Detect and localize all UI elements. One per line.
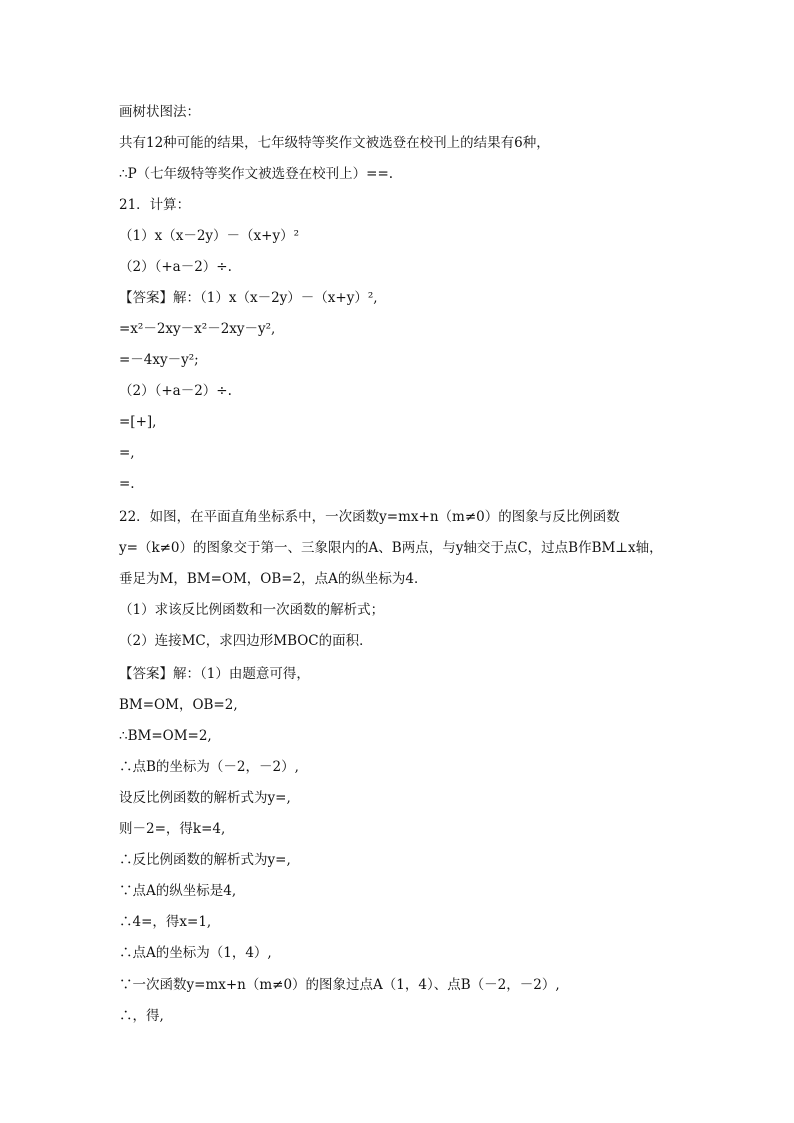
- text-line: =.: [119, 476, 135, 492]
- text-line: =x²－2xy－x²－2xy－y²,: [119, 321, 276, 337]
- text-line: 画树状图法：: [119, 104, 200, 120]
- text-line: 21．计算：: [119, 197, 191, 213]
- text-line: =－4xy－y²;: [119, 352, 199, 368]
- text-line: 【答案】解：（1）由题意可得，: [119, 666, 310, 682]
- text-line: ∵点A的纵坐标是4,: [119, 883, 237, 899]
- text-line: 【答案】解：（1）x（x－2y）－（x+y）²,: [119, 290, 378, 306]
- text-line: ∴反比例函数的解析式为y=,: [119, 852, 291, 868]
- text-line: 则－2=，得k=4,: [119, 821, 226, 837]
- text-line: 共有12种可能的结果，七年级特等奖作文被选登在校刊上的结果有6种，: [119, 135, 550, 151]
- text-line: ∴P（七年级特等奖作文被选登在校刊上）==.: [119, 166, 394, 182]
- text-line: ∴，得,: [119, 1008, 164, 1024]
- text-line: =,: [119, 445, 135, 461]
- text-line: 垂足为M，BM=OM，OB=2，点A的纵坐标为4．: [119, 571, 428, 587]
- text-line: （2）（+a－2）÷.: [119, 259, 232, 275]
- text-line: ∵一次函数y=mx+n（m≠0）的图象过点A（1，4）、点B（－2，－2）,: [119, 977, 560, 993]
- text-line: （2）连接MC，求四边形MBOC的面积．: [119, 633, 373, 649]
- text-line: （2）（+a－2）÷.: [119, 383, 232, 399]
- text-line: （1）x（x－2y）－（x+y）²: [119, 228, 299, 244]
- text-line: ∴点B的坐标为（－2，－2）,: [119, 759, 299, 775]
- text-line: ∴BM=OM=2,: [119, 728, 212, 744]
- text-line: 设反比例函数的解析式为y=,: [119, 790, 291, 806]
- text-line: 22．如图，在平面直角坐标系中，一次函数y=mx+n（m≠0）的图象与反比例函数: [119, 509, 620, 525]
- text-line: y=（k≠0）的图象交于第一、三象限内的A、B两点，与y轴交于点C，过点B作BM⊥x轴，: [119, 540, 663, 556]
- text-line: ∴点A的坐标为（1，4）,: [119, 945, 272, 961]
- text-line: ∴4=，得x=1,: [119, 914, 212, 930]
- text-line: BM=OM，OB=2,: [119, 697, 238, 713]
- text-line: =[+],: [119, 414, 157, 430]
- text-line: （1）求该反比例函数和一次函数的解析式；: [119, 602, 385, 618]
